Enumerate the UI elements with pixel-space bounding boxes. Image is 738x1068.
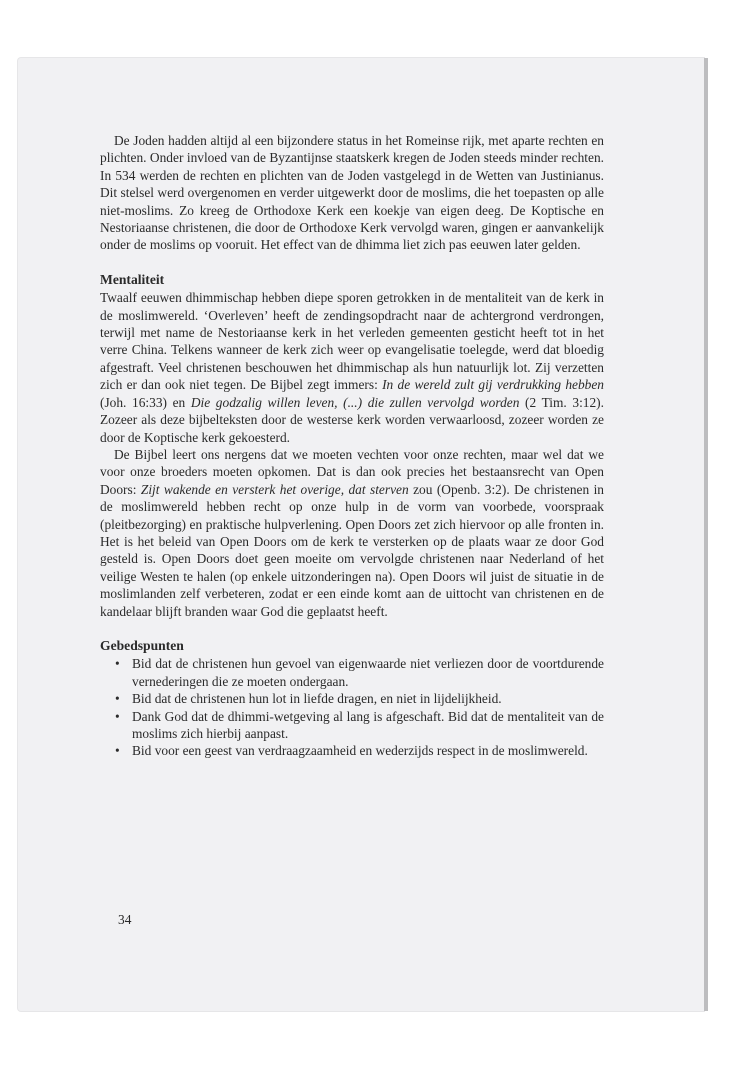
section-heading-gebedspunten: Gebedspunten bbox=[100, 637, 184, 653]
prayer-points-list bbox=[100, 655, 604, 759]
page-number: 34 bbox=[118, 912, 132, 927]
bible-quote-timothy: Die godzalig willen leven, (...) die zullen vervolgd worden bbox=[190, 394, 520, 410]
bible-ref-john: (Joh. 16:33) en bbox=[100, 394, 191, 410]
prayer-point: • Bid dat de christenen hun gevoel van eigenwaarde niet verliezen door de voortdurende vernederingen die ze moeten ondergaan. bbox=[132, 655, 604, 690]
prayer-point: • Bid dat de christenen hun lot in liefde dragen, en niet in lijdelijkheid. bbox=[132, 690, 604, 707]
book-page bbox=[18, 58, 704, 1011]
mentaliteit-text-b: (2 Tim. 3:12). Zozeer als deze bijbelteksten door de westerse kerk worden verwaarloosd, zozeer worden ze door de Koptische kerk gekoesterd. bbox=[100, 394, 604, 445]
open-doors-paragraph bbox=[100, 446, 604, 620]
mentaliteit-paragraph bbox=[100, 289, 604, 446]
page-text bbox=[100, 132, 604, 760]
bible-quote-revelation: Zijt wakende en versterk het overige, dat sterven bbox=[140, 481, 409, 497]
mentaliteit-text-a: Twaalf eeuwen dhimmischap hebben diepe sporen getrokken in de mentaliteit van de kerk in de moslimwereld. ‘Overleven’ heeft de zendingsopdracht naar de achtergrond verdrongen, terwijl met name de Nestoriaanse kerk in het verleden gemeenten gesticht heeft tot in het verre China. Telkens wanneer de kerk zich weer op evangelisatie toelegde, werd dat bloedig afgestraft. Veel christenen beschouwen het dhimmischap als hun natuurlijk lot. Zij verzetten zich er dan ook niet tegen. De Bijbel zegt immers: bbox=[100, 290, 604, 393]
section-heading-mentaliteit: Mentaliteit bbox=[100, 271, 165, 287]
prayer-point: • Dank God dat de dhimmi-wetgeving al lang is afgeschaft. Bid dat de mentaliteit van de moslims zich hierbij aanpast. bbox=[132, 708, 604, 743]
prayer-point: • Bid voor een geest van verdraagzaamheid en wederzijds respect in de moslimwereld. bbox=[132, 742, 604, 759]
page-stack-edge bbox=[708, 58, 734, 1011]
open-doors-text-a: De Bijbel leert ons nergens dat we moeten vechten voor onze rechten, maar wel dat we voor onze broeders moeten opkomen. Dat is dan ook precies het bestaansrecht van Open Doors: bbox=[100, 446, 604, 497]
intro-paragraph: De Joden hadden altijd al een bijzondere status in het Romeinse rijk, met aparte rechten en plichten. Onder invloed van de Byzantijnse staatskerk kregen de Joden steeds minder rechten. In 534 werden de rechten en plichten van de Joden vastgelegd in de Wetten van Justinianus. Dit stelsel werd overgenomen en verder uitgewerkt door de moslims, die het toepasten op alle niet-moslims. Zo kreeg de Orthodoxe Kerk een koekje van eigen deeg. De Koptische en Nestoriaanse christenen, die door de Orthodoxe Kerk vervolgd waren, gingen er aanvankelijk onder de moslims op vooruit. Het effect van de dhimma liet zich pas eeuwen later gelden. bbox=[100, 133, 604, 253]
open-doors-text-b: zou (Openb. 3:2). De christenen in de moslimwereld hebben recht op onze hulp in de vorm van voorbede, voorspraak (pleitbezorging) en praktische hulpverlening. Open Doors zet zich hiervoor op alle fronten in. Het is het beleid van Open Doors om de kerk te versterken op de plaats waar ze door God gesteld is. Open Doors doet geen moeite om vervolgde christenen naar Nederland of het veilige Westen te halen (op enkele uitzonderingen na). Open Doors wil juist de situatie in de moslimlanden zelf verbeteren, zodat er een einde komt aan de uittocht van christenen en de kandelaar blijft branden waar God die geplaatst heeft. bbox=[100, 481, 604, 619]
bible-quote-john: In de wereld zult gij verdrukking hebben bbox=[382, 377, 604, 393]
